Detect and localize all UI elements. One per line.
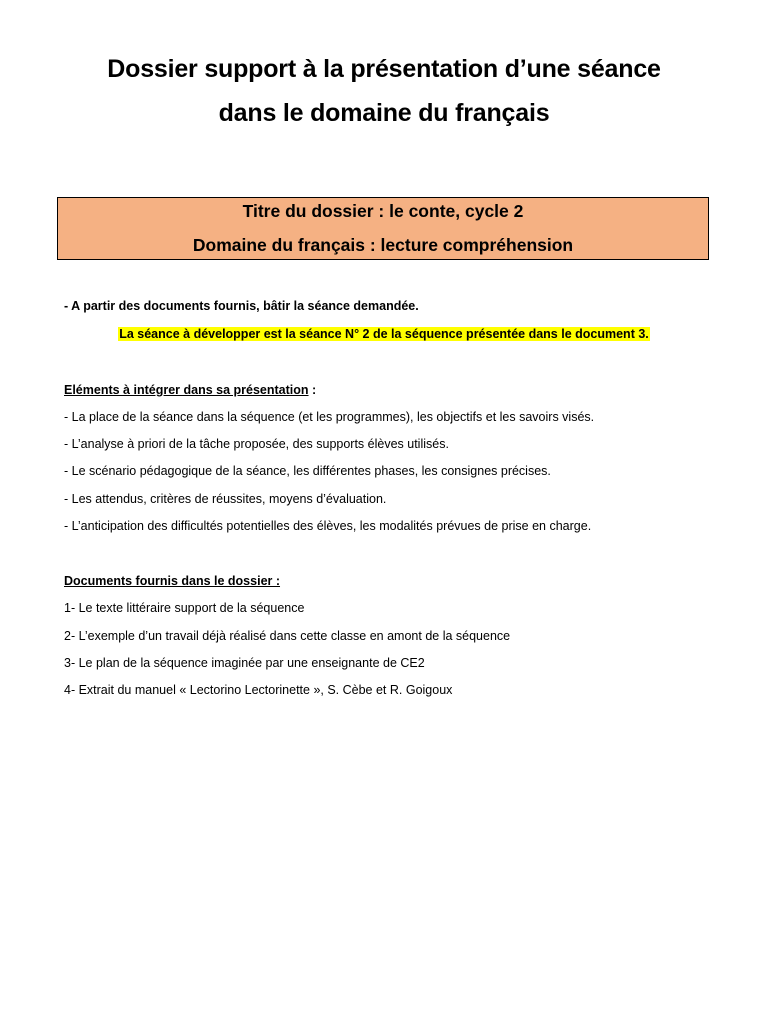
subject-title: Titre du dossier : le conte, cycle 2	[242, 201, 524, 221]
list-item: - Les attendus, critères de réussites, moyens d’évaluation.	[64, 492, 387, 506]
list-item: 3- Le plan de la séquence imaginée par une enseignante de CE2	[64, 656, 425, 670]
list-item: - L’anticipation des difficultés potentielles des élèves, les modalités prévues de prise en charge.	[64, 519, 592, 533]
document-title-line-1: Dossier support à la présentation d’une séance	[107, 55, 661, 83]
subject-domain: Domaine du français : lecture compréhension	[192, 235, 574, 255]
instruction-text: - A partir des documents fournis, bâtir la séance demandée.	[64, 299, 419, 313]
elements-heading-row	[64, 382, 316, 398]
documents-heading: Documents fournis dans le dossier :	[64, 574, 281, 588]
highlighted-instruction-row	[0, 326, 768, 342]
elements-heading-suffix: :	[308, 383, 317, 397]
list-item: - L’analyse à priori de la tâche proposée, des supports élèves utilisés.	[64, 437, 449, 451]
list-item: - Le scénario pédagogique de la séance, les différentes phases, les consignes précises.	[64, 464, 551, 478]
document-title-line-2: dans le domaine du français	[218, 99, 550, 127]
elements-heading: Eléments à intégrer dans sa présentation	[64, 383, 309, 397]
highlighted-instruction: La séance à développer est la séance N° 2 de la séquence présentée dans le document 3.	[119, 327, 649, 341]
subject-box	[57, 197, 709, 260]
list-item: 1- Le texte littéraire support de la séquence	[64, 601, 305, 615]
list-item: 4- Extrait du manuel « Lectorino Lectorinette », S. Cèbe et R. Goigoux	[64, 683, 453, 697]
list-item: 2- L’exemple d’un travail déjà réalisé dans cette classe en amont de la séquence	[64, 629, 511, 643]
list-item: - La place de la séance dans la séquence (et les programmes), les objectifs et les savoirs visés.	[64, 410, 595, 424]
